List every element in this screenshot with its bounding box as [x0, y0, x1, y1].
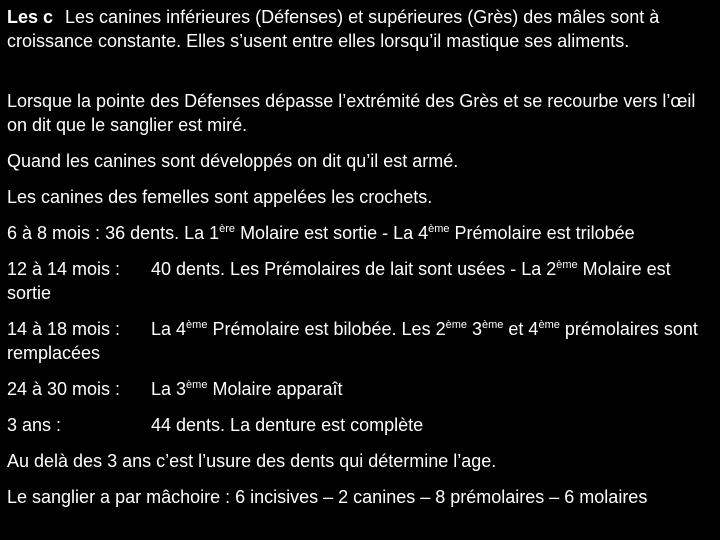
ordinal-suffix: ème: [556, 259, 578, 271]
paragraph-age-24-30: [7, 377, 713, 401]
age-14-18-text: et 4: [503, 319, 539, 339]
section-title: Les c: [7, 7, 54, 27]
paragraph-age-12-14: [7, 257, 713, 305]
paragraph-machoire: [7, 485, 713, 509]
arme-text: Quand les canines sont développés on dit qu’il est armé.: [7, 151, 459, 171]
age-14-18-text: La 4: [151, 319, 187, 339]
usure-text: Au delà des 3 ans c’est l’usure des dents qui détermine l’age.: [7, 451, 497, 471]
ordinal-suffix: ème: [482, 319, 504, 331]
age-24-30-text: La 3: [151, 379, 187, 399]
ordinal-suffix: ème: [538, 319, 560, 331]
age-3-ans-text: 44 dents. La denture est complète: [151, 415, 424, 435]
age-6-8-text: Prémolaire est trilobée: [449, 223, 635, 243]
ordinal-suffix: ème: [186, 379, 208, 391]
ordinal-suffix: ère: [219, 223, 236, 235]
canines-males-text: Les canines inférieures (Défenses) et supérieures (Grès) des mâles sont à croissance constante. Elles s’usent entre elles lorsqu’il mastique ses aliments.: [7, 7, 660, 51]
age-14-18-text: Prémolaire est bilobée. Les 2: [207, 319, 446, 339]
paragraph-canines-males: [7, 5, 713, 53]
mire-text: Lorsque la pointe des Défenses dépasse l’extrémité des Grès et se recourbe vers l’œil on dit que le sanglier est miré.: [7, 91, 696, 135]
crochets-text: Les canines des femelles sont appelées les crochets.: [7, 187, 433, 207]
age-14-18-text: 3: [467, 319, 483, 339]
paragraph-age-14-18: [7, 317, 713, 365]
age-label: 12 à 14 mois :: [7, 259, 121, 279]
age-label: 3 ans :: [7, 415, 62, 435]
age-label: 14 à 18 mois :: [7, 319, 121, 339]
age-24-30-text: Molaire apparaît: [207, 379, 343, 399]
age-14-18-text: prémolaires sont remplacées: [7, 319, 698, 363]
paragraph-crochets: [7, 185, 713, 209]
paragraph-age-6-8: [7, 221, 713, 245]
age-12-14-text: 40 dents. Les Prémolaires de lait sont usées - La 2: [151, 259, 557, 279]
age-label: 24 à 30 mois :: [7, 379, 121, 399]
paragraph-age-3-ans: [7, 413, 713, 437]
ordinal-suffix: ème: [428, 223, 450, 235]
machoire-text: Le sanglier a par mâchoire : 6 incisives – 2 canines – 8 prémolaires – 6 molaires: [7, 487, 648, 507]
age-label: 6 à 8 mois :: [7, 223, 101, 243]
paragraph-arme: [7, 149, 713, 173]
ordinal-suffix: ème: [445, 319, 467, 331]
age-12-14-text: Molaire est sortie: [7, 259, 671, 303]
paragraph-mire: [7, 89, 713, 137]
age-6-8-text: Molaire est sortie - La 4: [235, 223, 429, 243]
paragraph-usure: [7, 449, 713, 473]
age-6-8-text: 36 dents. La 1: [105, 223, 220, 243]
ordinal-suffix: ème: [186, 319, 208, 331]
